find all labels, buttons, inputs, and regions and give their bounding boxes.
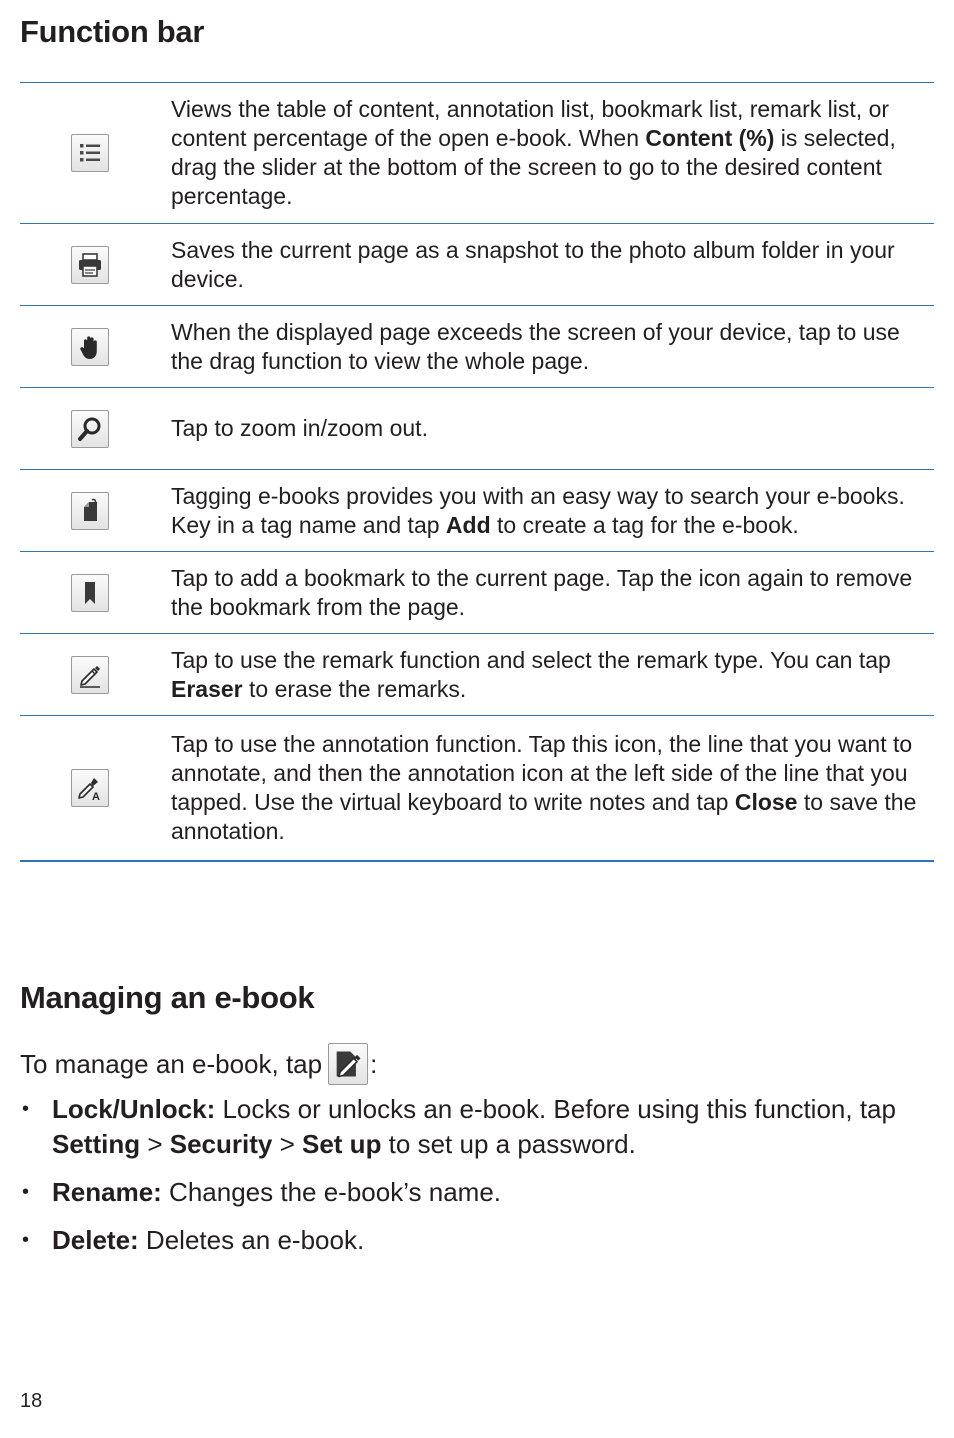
icon-cell <box>20 656 171 694</box>
table-row <box>20 716 934 862</box>
section-title-function-bar: Function bar <box>20 14 205 49</box>
annotation-icon[interactable] <box>71 769 109 807</box>
icon-cell <box>20 492 171 530</box>
row-description: Tap to add a bookmark to the current page. Tap the icon again to remove the bookmark from the page. <box>171 564 913 620</box>
bullet: • <box>22 1098 30 1120</box>
table-row <box>20 634 934 716</box>
bullet: • <box>22 1229 30 1251</box>
function-bar-table <box>20 82 934 862</box>
table-row <box>20 470 934 552</box>
row-description: Views the table of content, annotation list, bookmark list, remark list, or content percentage of the open e-book. When Content (%) is selected, drag the slider at the bottom of the screen to go to the desired content percentage. <box>171 96 896 209</box>
section-title-managing: Managing an e-book <box>20 980 315 1015</box>
magnifier-icon[interactable] <box>71 410 109 448</box>
list-item: • Delete: Deletes an e-book. <box>20 1223 920 1258</box>
page-number: 18 <box>20 1390 43 1412</box>
pencil-icon[interactable] <box>71 656 109 694</box>
edit-icon[interactable] <box>328 1043 368 1085</box>
row-description: Saves the current page as a snapshot to the photo album folder in your device. <box>171 236 895 292</box>
table-row <box>20 224 934 306</box>
list-item: • Lock/Unlock: Locks or unlocks an e-book. Before using this function, tap Setting > Security > Set up to set up a password. <box>22 1094 896 1159</box>
icon-cell <box>20 410 171 448</box>
list-item: • Rename: Changes the e-book’s name. <box>20 1175 920 1210</box>
list-icon[interactable] <box>71 134 109 172</box>
icon-cell <box>20 574 171 612</box>
intro-text: To manage an e-book, tap <box>20 1049 323 1079</box>
managing-options-list <box>20 1092 920 1271</box>
managing-intro <box>20 1040 377 1088</box>
item-label: Delete: <box>52 1225 139 1255</box>
icon-cell <box>20 246 171 284</box>
icon-cell <box>20 134 171 172</box>
icon-cell <box>20 328 171 366</box>
row-description: Tagging e-books provides you with an easy way to search your e-books. Key in a tag name and tap Add to create a tag for the e-book. <box>171 482 905 538</box>
table-row <box>20 83 934 224</box>
table-row <box>20 388 934 470</box>
intro-colon: : <box>370 1049 378 1079</box>
row-description: When the displayed page exceeds the screen of your device, tap to use the drag function to view the whole page. <box>171 318 900 374</box>
svg-text:A: A <box>92 791 100 803</box>
item-label: Rename: <box>52 1177 162 1207</box>
tag-icon[interactable] <box>71 492 109 530</box>
hand-drag-icon[interactable] <box>71 328 109 366</box>
bookmark-icon[interactable] <box>71 574 109 612</box>
table-row <box>20 552 934 634</box>
row-description: Tap to use the remark function and select the remark type. You can tap Eraser to erase the remarks. <box>171 646 891 702</box>
table-row <box>20 306 934 388</box>
item-label: Lock/Unlock: <box>52 1094 216 1124</box>
snapshot-icon[interactable] <box>71 246 109 284</box>
row-description: Tap to use the annotation function. Tap this icon, the line that you want to annotate, and then the annotation icon at the left side of the line that you tapped. Use the virtual keyboard to write notes and tap Close to save the annotation. <box>171 731 917 844</box>
row-description: Tap to zoom in/zoom out. <box>171 415 428 441</box>
bullet: • <box>22 1181 30 1203</box>
icon-cell <box>20 769 171 807</box>
